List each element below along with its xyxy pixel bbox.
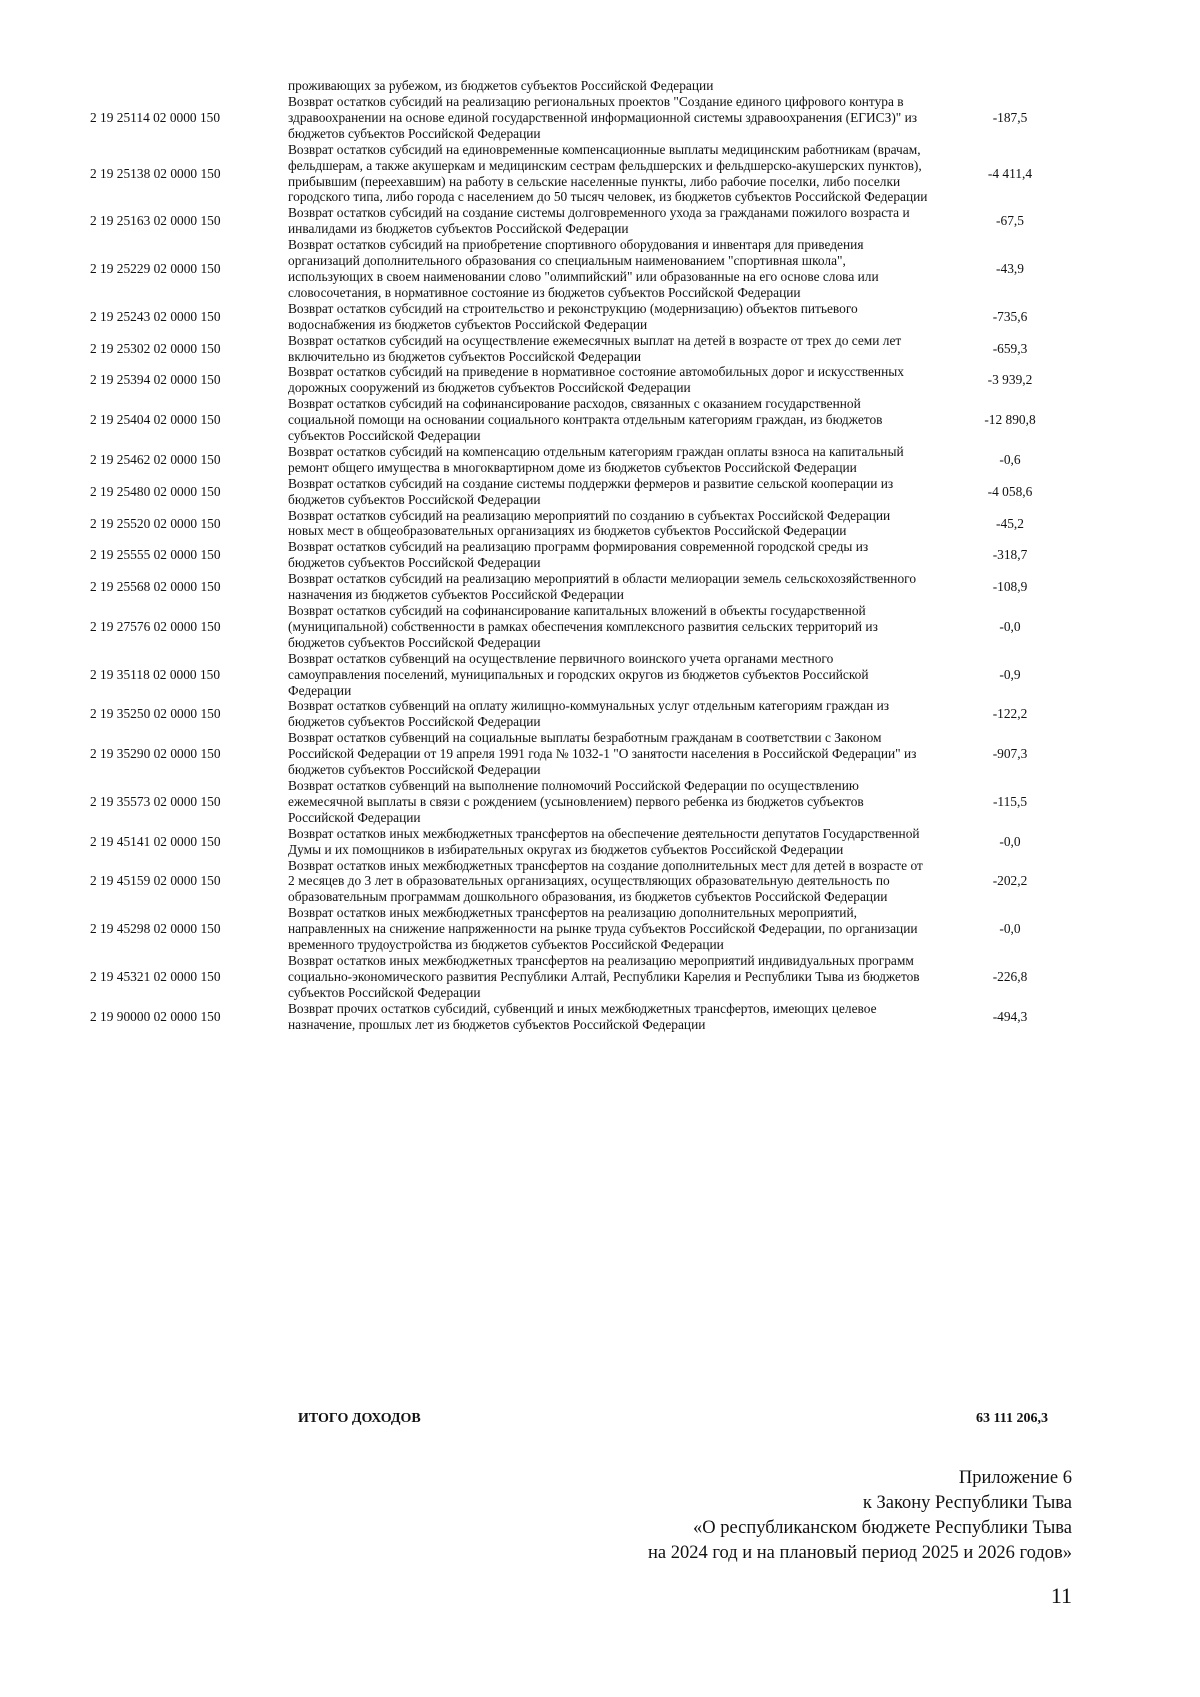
table-row	[90, 603, 1090, 651]
row-description: Возврат остатков субсидий на реализацию программ формирования современной городской среды из бюджетов субъектов Российской Федерации	[288, 539, 869, 571]
budget-code: 2 19 35118 02 0000 150	[90, 666, 221, 682]
table-row	[90, 826, 1090, 858]
row-description: Возврат остатков субсидий на приведение в нормативное состояние автомобильных дорог и искусственных дорожных сооружений из бюджетов субъектов Российской Федерации	[288, 364, 904, 396]
row-description: Возврат остатков субсидий на создание системы долговременного ухода за гражданами пожилого возраста и инвалидами из бюджетов субъектов Российской Федерации	[288, 205, 910, 237]
row-description: Возврат остатков иных межбюджетных трансфертов на обеспечение деятельности депутатов Государственной Думы и их помощников в избирательных округах из бюджетов субъектов Российской Федерации	[288, 825, 920, 857]
page-number: 11	[1050, 1583, 1072, 1608]
table-row	[90, 571, 1090, 603]
row-description: Возврат остатков субсидий на приобретение спортивного оборудования и инвентаря для приведения организаций дополнительного образования со специальным наименованием "спортивная школа", использующих в своем наименовании слово "олимпийский" или образованные на его основе слова или словосочетания, в нормативное состояние из бюджетов субъектов Российской Федерации	[288, 237, 879, 300]
row-amount: -226,8	[992, 968, 1028, 984]
appendix-line: к Закону Республики Тыва	[862, 1493, 1072, 1513]
budget-code: 2 19 25302 02 0000 150	[90, 340, 221, 356]
budget-code: 2 19 27576 02 0000 150	[90, 618, 221, 634]
row-description: Возврат остатков субвенций на оплату жилищно-коммунальных услуг отдельным категориям граждан из бюджетов субъектов Российской Федерации	[288, 698, 890, 730]
table-row	[90, 333, 1090, 365]
total-value: 63 111 206,3	[976, 1411, 1048, 1426]
row-amount: -0,0	[999, 833, 1021, 849]
row-amount: -0,0	[999, 921, 1021, 937]
budget-code: 2 19 45321 02 0000 150	[90, 968, 221, 984]
row-amount: -0,6	[999, 451, 1021, 467]
row-amount: -202,2	[992, 873, 1028, 889]
row-amount: -4 058,6	[987, 483, 1033, 499]
budget-code: 2 19 25229 02 0000 150	[90, 261, 221, 277]
row-description: Возврат прочих остатков субсидий, субвенций и иных межбюджетных трансфертов, имеющих целевое назначение, прошлых лет из бюджетов субъектов Российской Федерации	[288, 1000, 877, 1032]
row-description: Возврат остатков иных межбюджетных трансфертов на реализацию дополнительных мероприятий, направленных на снижение напряженности на рынке труда субъектов Российской Федерации, по организации временного трудоустройства из бюджетов субъектов Российской Федерации	[288, 905, 918, 953]
table-row	[90, 476, 1090, 508]
table-row	[90, 953, 1090, 1001]
budget-code: 2 19 45159 02 0000 150	[90, 873, 221, 889]
appendix-line: на 2024 год и на плановый период 2025 и 2026 годов»	[648, 1543, 1072, 1563]
row-description: Возврат остатков иных межбюджетных трансфертов на реализацию мероприятий индивидуальных программ социально-экономического развития Республики Алтай, Республики Карелия и Республики Тыва из бюджетов субъектов Российской Федерации	[288, 952, 920, 1000]
budget-code: 2 19 90000 02 0000 150	[90, 1008, 221, 1024]
row-amount: -45,2	[996, 515, 1024, 531]
row-amount: -67,5	[996, 213, 1024, 229]
budget-code: 2 19 35573 02 0000 150	[90, 793, 221, 809]
total-label: ИТОГО ДОХОДОВ	[298, 1411, 421, 1426]
table-row	[90, 730, 1090, 778]
row-description: Возврат остатков субсидий на компенсацию отдельным категориям граждан оплаты взноса на капитальный ремонт общего имущества в многоквартирном доме из бюджетов субъектов Российской Федерации	[288, 443, 904, 475]
budget-code: 2 19 25163 02 0000 150	[90, 213, 221, 229]
appendix-header	[648, 1466, 1072, 1566]
table-row	[90, 778, 1090, 826]
budget-code: 2 19 25568 02 0000 150	[90, 579, 221, 595]
table-row	[90, 205, 1090, 237]
table-row	[90, 142, 1090, 206]
budget-code: 2 19 25404 02 0000 150	[90, 412, 221, 428]
row-amount: -115,5	[992, 793, 1028, 809]
table-row	[90, 651, 1090, 699]
budget-code: 2 19 25243 02 0000 150	[90, 308, 221, 324]
table-row	[90, 698, 1090, 730]
row-amount: -659,3	[992, 340, 1028, 356]
row-description: Возврат остатков субвенций на осуществление первичного воинского учета органами местного самоуправления поселений, муниципальных и городских округов из бюджетов субъектов Российской Федерации	[288, 650, 869, 698]
row-amount: -0,9	[999, 666, 1021, 682]
table-row	[90, 364, 1090, 396]
table-row	[90, 539, 1090, 571]
row-amount: -12 890,8	[984, 412, 1036, 428]
budget-code: 2 19 25480 02 0000 150	[90, 483, 221, 499]
table-row	[90, 905, 1090, 953]
row-amount: -187,5	[992, 109, 1028, 125]
budget-code: 2 19 25555 02 0000 150	[90, 547, 221, 563]
table-row	[90, 94, 1090, 142]
budget-code: 2 19 25394 02 0000 150	[90, 372, 221, 388]
row-description: Возврат остатков субсидий на реализацию региональных проектов "Создание единого цифрового контура в здравоохранении на основе единой государственной информационной системы здравоохранения (ЕГИСЗ)" из бюджетов субъектов Российской Федерации	[288, 94, 918, 141]
budget-code: 2 19 45141 02 0000 150	[90, 833, 221, 849]
table-row	[90, 444, 1090, 476]
row-amount: -735,6	[992, 308, 1028, 324]
row-amount: -122,2	[992, 706, 1028, 722]
budget-code: 2 19 25138 02 0000 150	[90, 165, 221, 181]
row-description: Возврат остатков субсидий на реализацию мероприятий по созданию в субъектах Российской Федерации новых мест в общеобразовательных организациях из бюджетов субъектов Российской Федерации	[288, 507, 891, 539]
budget-table	[90, 94, 1090, 1032]
table-row	[90, 237, 1090, 301]
total-row	[90, 1411, 1090, 1427]
table-row	[90, 508, 1090, 540]
row-amount: -108,9	[992, 579, 1028, 595]
table-row	[90, 301, 1090, 333]
appendix-line: «О республиканском бюджете Республики Тыва	[693, 1518, 1072, 1538]
row-description: Возврат остатков субсидий на реализацию мероприятий в области мелиорации земель сельскохозяйственного назначения из бюджетов субъектов Российской Федерации	[288, 571, 917, 603]
row-amount: -907,3	[992, 746, 1028, 762]
row-description: Возврат остатков субвенций на социальные выплаты безработным гражданам в соответствии с Законом Российской Федерации от 19 апреля 1991 года № 1032-1 "О занятости населения в Российской Федерации" из бюджетов субъектов Российской Федерации	[288, 730, 917, 778]
budget-code: 2 19 35290 02 0000 150	[90, 746, 221, 762]
table-row	[90, 858, 1090, 906]
row-amount: -43,9	[996, 261, 1024, 277]
budget-code: 2 19 25462 02 0000 150	[90, 451, 221, 467]
row-amount: -0,0	[999, 618, 1021, 634]
continued-text: проживающих за рубежом, из бюджетов субъектов Российской Федерации	[288, 78, 714, 93]
table-row	[90, 396, 1090, 444]
row-description: Возврат остатков субсидий на строительство и реконструкцию (модернизацию) объектов питьевого водоснабжения из бюджетов субъектов Российской Федерации	[288, 300, 858, 332]
row-amount: -4 411,4	[987, 165, 1033, 181]
budget-code: 2 19 35250 02 0000 150	[90, 706, 221, 722]
row-description: Возврат остатков субсидий на создание системы поддержки фермеров и развитие сельской кооперации из бюджетов субъектов Российской Федерации	[288, 475, 894, 507]
budget-code: 2 19 25114 02 0000 150	[90, 109, 221, 125]
row-amount: -494,3	[992, 1008, 1028, 1024]
row-description: Возврат остатков субвенций на выполнение полномочий Российской Федерации по осуществлению ежемесячной выплаты в связи с рождением (усыновлением) первого ребенка из бюджетов субъектов Российской Федерации	[288, 777, 864, 825]
budget-code: 2 19 25520 02 0000 150	[90, 515, 221, 531]
row-description: Возврат остатков иных межбюджетных трансфертов на создание дополнительных мест для детей в возрасте от 2 месяцев до 3 лет в образовательных организациях, осуществляющих образовательную деятельность по образовательным программам дошкольного образования, из бюджетов субъектов Российской Федерации	[288, 857, 923, 905]
row-description: Возврат остатков субсидий на софинансирование капитальных вложений в объекты государственной (муниципальной) собственности в рамках обеспечения комплексного развития сельских территорий из бюджетов субъектов Российской Федерации	[288, 603, 878, 650]
row-amount: -318,7	[992, 547, 1028, 563]
appendix-line: Приложение 6	[958, 1468, 1072, 1488]
row-description: Возврат остатков субсидий на софинансирование расходов, связанных с оказанием государственной социальной помощи на основании социального контракта отдельным категориям граждан, из бюджетов субъектов Российской Федерации	[288, 396, 883, 444]
row-description: Возврат остатков субсидий на осуществление ежемесячных выплат на детей в возрасте от трех до семи лет включительно из бюджетов субъектов Российской Федерации	[288, 332, 902, 364]
budget-code: 2 19 45298 02 0000 150	[90, 921, 221, 937]
row-description: Возврат остатков субсидий на единовременные компенсационные выплаты медицинским работникам (врачам, фельдшерам, а также акушеркам и медицинским сестрам фельдшерских и фельдшерско-акушерских пунктов), прибывшим (переехавшим) на работу в сельские населенные пункты, либо рабочие поселки, либо поселки городского типа, либо города с населением до 50 тысяч человек, из бюджетов субъектов Российской Федерации	[288, 141, 928, 205]
table-row	[90, 1001, 1090, 1033]
row-amount: -3 939,2	[987, 372, 1033, 388]
